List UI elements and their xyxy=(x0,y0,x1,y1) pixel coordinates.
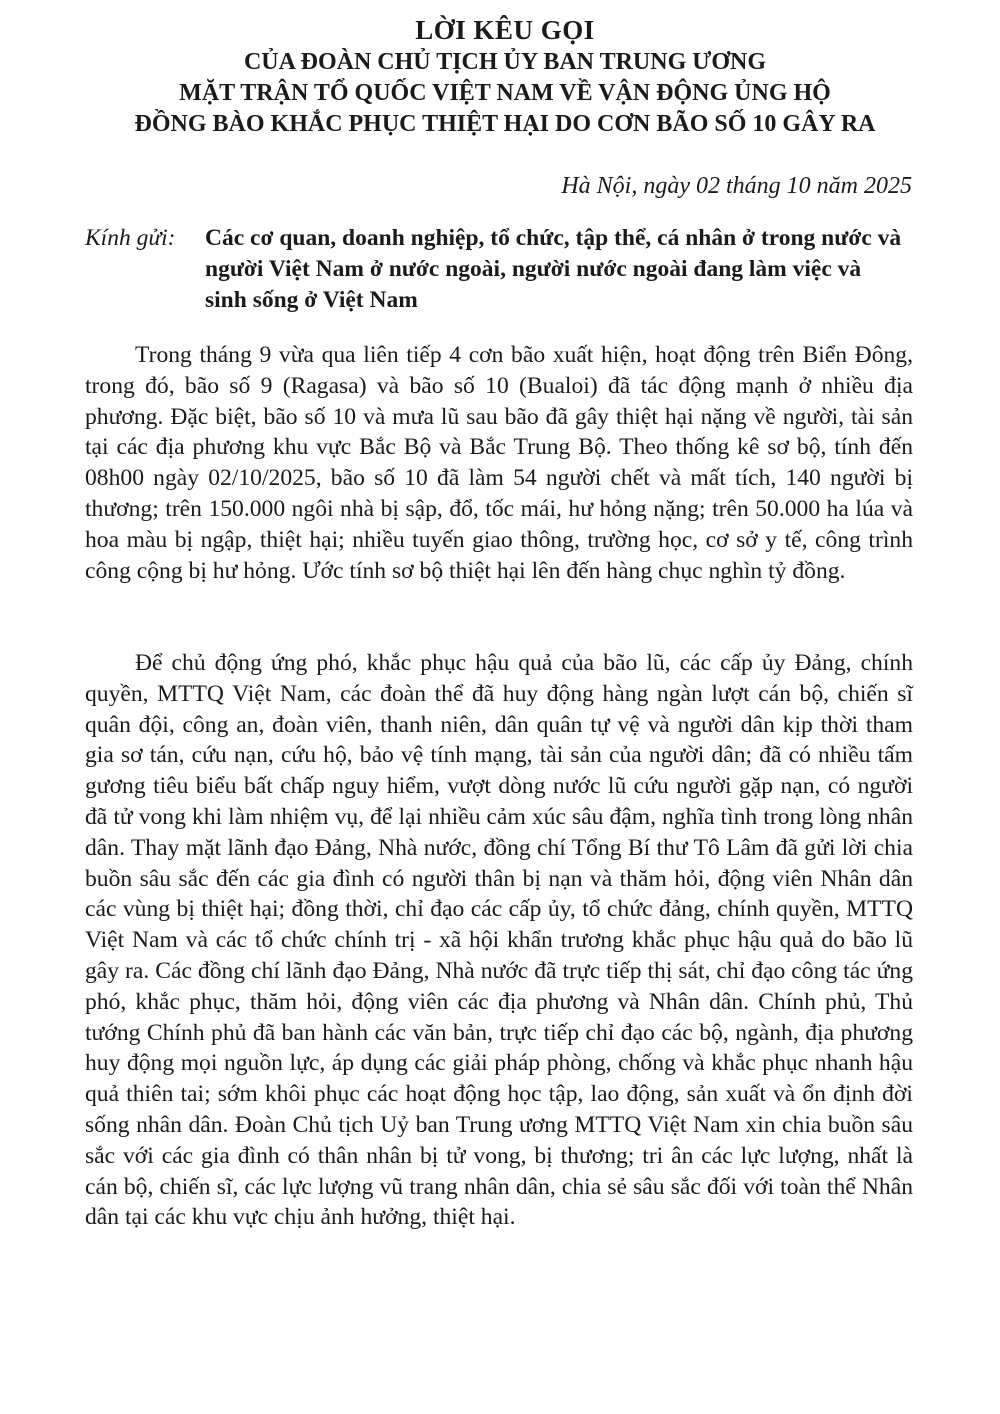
document-subtitle-line: MẶT TRẬN TỔ QUỐC VIỆT NAM VỀ VẬN ĐỘNG ỦNG HỘ xyxy=(179,80,831,106)
place-and-date: Hà Nội, ngày 02 tháng 10 năm 2025 xyxy=(561,173,912,199)
document-subtitle-line: CỦA ĐOÀN CHỦ TỊCH ỦY BAN TRUNG ƯƠNG xyxy=(243,49,767,75)
body-paragraph-2 xyxy=(85,648,913,1233)
paragraph-text: Trong tháng 9 vừa qua liên tiếp 4 cơn bão xuất hiện, hoạt động trên Biển Đông, trong đó, bão số 9 (Ragasa) và bão số 10 (Bualoi) đã tác động mạnh ở nhiều địa phương. Đặc biệt, bão số 10 và mưa lũ sau bão đã gây thiệt hại nặng về người, tài sản tại các địa phương khu vực Bắc Bộ và Bắc Trung Bộ. Theo thống kê sơ bộ, tính đến 08h00 ngày 02/10/2025, bão số 10 đã làm 54 người chết và mất tích, 140 người bị thương; trên 150.000 ngôi nhà bị sập, đổ, tốc mái, hư hỏng nặng; trên 50.000 ha lúa và hoa màu bị ngập, thiệt hại; nhiều tuyến giao thông, trường học, cơ sở y tế, công trình công cộng bị hư hỏng. Ước tính sơ bộ thiệt hại lên đến hàng chục nghìn tỷ đồng. xyxy=(85,342,913,584)
document-header xyxy=(90,14,920,140)
document-subtitle-line: ĐỒNG BÀO KHẮC PHỤC THIỆT HẠI DO CƠN BÃO SỐ 10 GÂY RA xyxy=(134,111,876,137)
recipient-label: Kính gửi: xyxy=(85,225,176,251)
recipient-text: Các cơ quan, doanh nghiệp, tổ chức, tập thể, cá nhân ở trong nước và người Việt Nam ở nước ngoài, người nước ngoài đang làm việc và sinh sống ở Việt Nam xyxy=(205,225,902,313)
paragraph-text: Để chủ động ứng phó, khắc phục hậu quả của bão lũ, các cấp ủy Đảng, chính quyền, MTTQ Việt Nam, các đoàn thể đã huy động hàng ngàn lượt cán bộ, chiến sĩ quân đội, công an, đoàn viên, thanh niên, dân quân tự vệ và người dân kịp thời tham gia sơ tán, cứu nạn, cứu hộ, bảo vệ tính mạng, tài sản của người dân; đã có nhiều tấm gương tiêu biểu bất chấp nguy hiểm, vượt dòng nước lũ cứu người gặp nạn, có người đã tử vong khi làm nhiệm vụ, để lại nhiều cảm xúc sâu đậm, nghĩa tình trong lòng nhân dân. Thay mặt lãnh đạo Đảng, Nhà nước, đồng chí Tổng Bí thư Tô Lâm đã gửi lời chia buồn sâu sắc đến các gia đình có người thân bị nạn và thăm hỏi, động viên Nhân dân các vùng bị thiệt hại; đồng thời, chỉ đạo các cấp ủy, tổ chức đảng, chính quyền, MTTQ Việt Nam và các tổ chức chính trị - xã hội khẩn trương khắc phục hậu quả do bão lũ gây ra. Các đồng chí lãnh đạo Đảng, Nhà nước đã trực tiếp thị sát, chỉ đạo công tác ứng phó, khắc phục, thăm hỏi, động viên các địa phương và Nhân dân. Chính phủ, Thủ tướng Chính phủ đã ban hành các văn bản, trực tiếp chỉ đạo các bộ, ngành, địa phương huy động mọi nguồn lực, áp dụng các giải pháp phòng, chống và khắc phục nhanh hậu quả thiên tai; sớm khôi phục các hoạt động học tập, lao động, sản xuất và ổn định đời sống nhân dân. Đoàn Chủ tịch Uỷ ban Trung ương MTTQ Việt Nam xin chia buồn sâu sắc với các gia đình có thân nhân bị tử vong, bị thương; tri ân các lực lượng, nhất là cán bộ, chiến sĩ, các lực lượng vũ trang nhân dân, chia sẻ sâu sắc đối với toàn thể Nhân dân tại các khu vực chịu ảnh hưởng, thiệt hại. xyxy=(85,650,913,1231)
body-paragraph-1 xyxy=(85,340,913,586)
document-title: LỜI KÊU GỌI xyxy=(415,15,595,45)
